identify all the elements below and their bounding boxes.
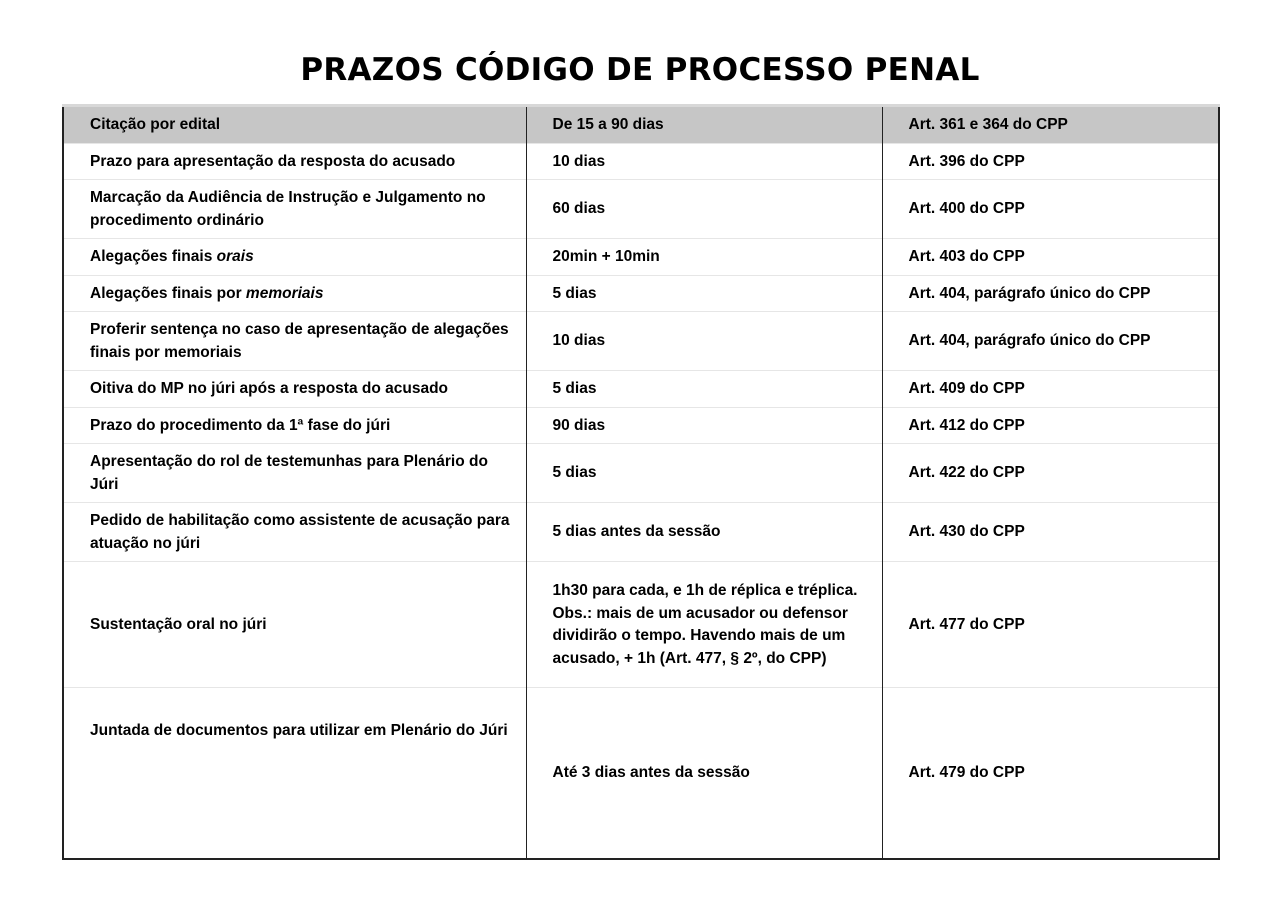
act-emphasis: memoriais: [245, 284, 324, 302]
act-text: Alegações finais: [90, 248, 217, 265]
table-row: [63, 562, 1219, 688]
act-emphasis: orais: [216, 248, 254, 265]
act-cell: Marcação da Audiência de Instrução e Julgamento no procedimento ordinário: [63, 180, 526, 239]
deadline-cell: 1h30 para cada, e 1h de réplica e tréplica. Obs.: mais de um acusador ou defensor dividirão o tempo. Havendo mais de um acusado, + 1h (Art. 477, § 2º, do CPP): [526, 562, 882, 688]
deadline-cell: 60 dias: [526, 180, 882, 239]
deadline-cell: 5 dias antes da sessão: [526, 503, 882, 562]
act-cell: Citação por edital: [63, 106, 526, 144]
legal-basis-cell: Art. 477 do CPP: [882, 562, 1219, 688]
legal-basis-cell: Art. 403 do CPP: [882, 239, 1219, 276]
act-cell: Prazo do procedimento da 1ª fase do júri: [63, 407, 526, 444]
act-cell: Sustentação oral no júri: [63, 562, 526, 688]
act-cell: Oitiva do MP no júri após a resposta do acusado: [63, 371, 526, 408]
act-text: Alegações finais por: [90, 284, 246, 302]
legal-basis-cell: Art. 422 do CPP: [882, 444, 1219, 503]
deadline-cell: 10 dias: [526, 312, 882, 371]
legal-basis-cell: Art. 409 do CPP: [882, 371, 1219, 408]
deadline-cell: 5 dias: [526, 275, 882, 312]
table-row: [63, 239, 1219, 276]
act-cell: Juntada de documentos para utilizar em Plenário do Júri: [63, 688, 526, 860]
deadline-cell: 10 dias: [526, 143, 882, 180]
deadline-cell: 5 dias: [526, 444, 882, 503]
act-cell: Proferir sentença no caso de apresentação de alegações finais por memoriais: [63, 312, 526, 371]
table-row: [63, 143, 1219, 180]
deadline-cell: 90 dias: [526, 407, 882, 444]
deadline-cell: 20min + 10min: [526, 239, 882, 276]
legal-basis-cell: Art. 404, parágrafo único do CPP: [882, 312, 1219, 371]
table-row: [63, 180, 1219, 239]
legal-basis-cell: Art. 430 do CPP: [882, 503, 1219, 562]
legal-basis-cell: Art. 396 do CPP: [882, 143, 1219, 180]
act-cell: Prazo para apresentação da resposta do acusado: [63, 143, 526, 180]
deadline-cell: Até 3 dias antes da sessão: [526, 688, 882, 860]
deadline-cell: De 15 a 90 dias: [526, 106, 882, 144]
legal-basis-cell: Art. 412 do CPP: [882, 407, 1219, 444]
deadline-cell: 5 dias: [526, 371, 882, 408]
act-cell: Pedido de habilitação como assistente de acusação para atuação no júri: [63, 503, 526, 562]
table-row: [63, 688, 1219, 860]
page-title: PRAZOS CÓDIGO DE PROCESSO PENAL: [300, 52, 980, 88]
table-row: [63, 503, 1219, 562]
deadlines-table: [62, 104, 1220, 860]
legal-basis-cell: Art. 479 do CPP: [882, 688, 1219, 860]
table-row: [63, 407, 1219, 444]
act-cell: [63, 275, 526, 312]
table-row: [63, 106, 1219, 144]
table-row: [63, 371, 1219, 408]
table-row: [63, 275, 1219, 312]
legal-basis-cell: Art. 404, parágrafo único do CPP: [882, 275, 1219, 312]
table-row: [63, 444, 1219, 503]
legal-basis-cell: Art. 400 do CPP: [882, 180, 1219, 239]
table-row: [63, 312, 1219, 371]
act-cell: Apresentação do rol de testemunhas para Plenário do Júri: [63, 444, 526, 503]
act-cell: [63, 239, 526, 276]
legal-basis-cell: Art. 361 e 364 do CPP: [882, 106, 1219, 144]
deadlines-table-container: [62, 104, 1218, 860]
